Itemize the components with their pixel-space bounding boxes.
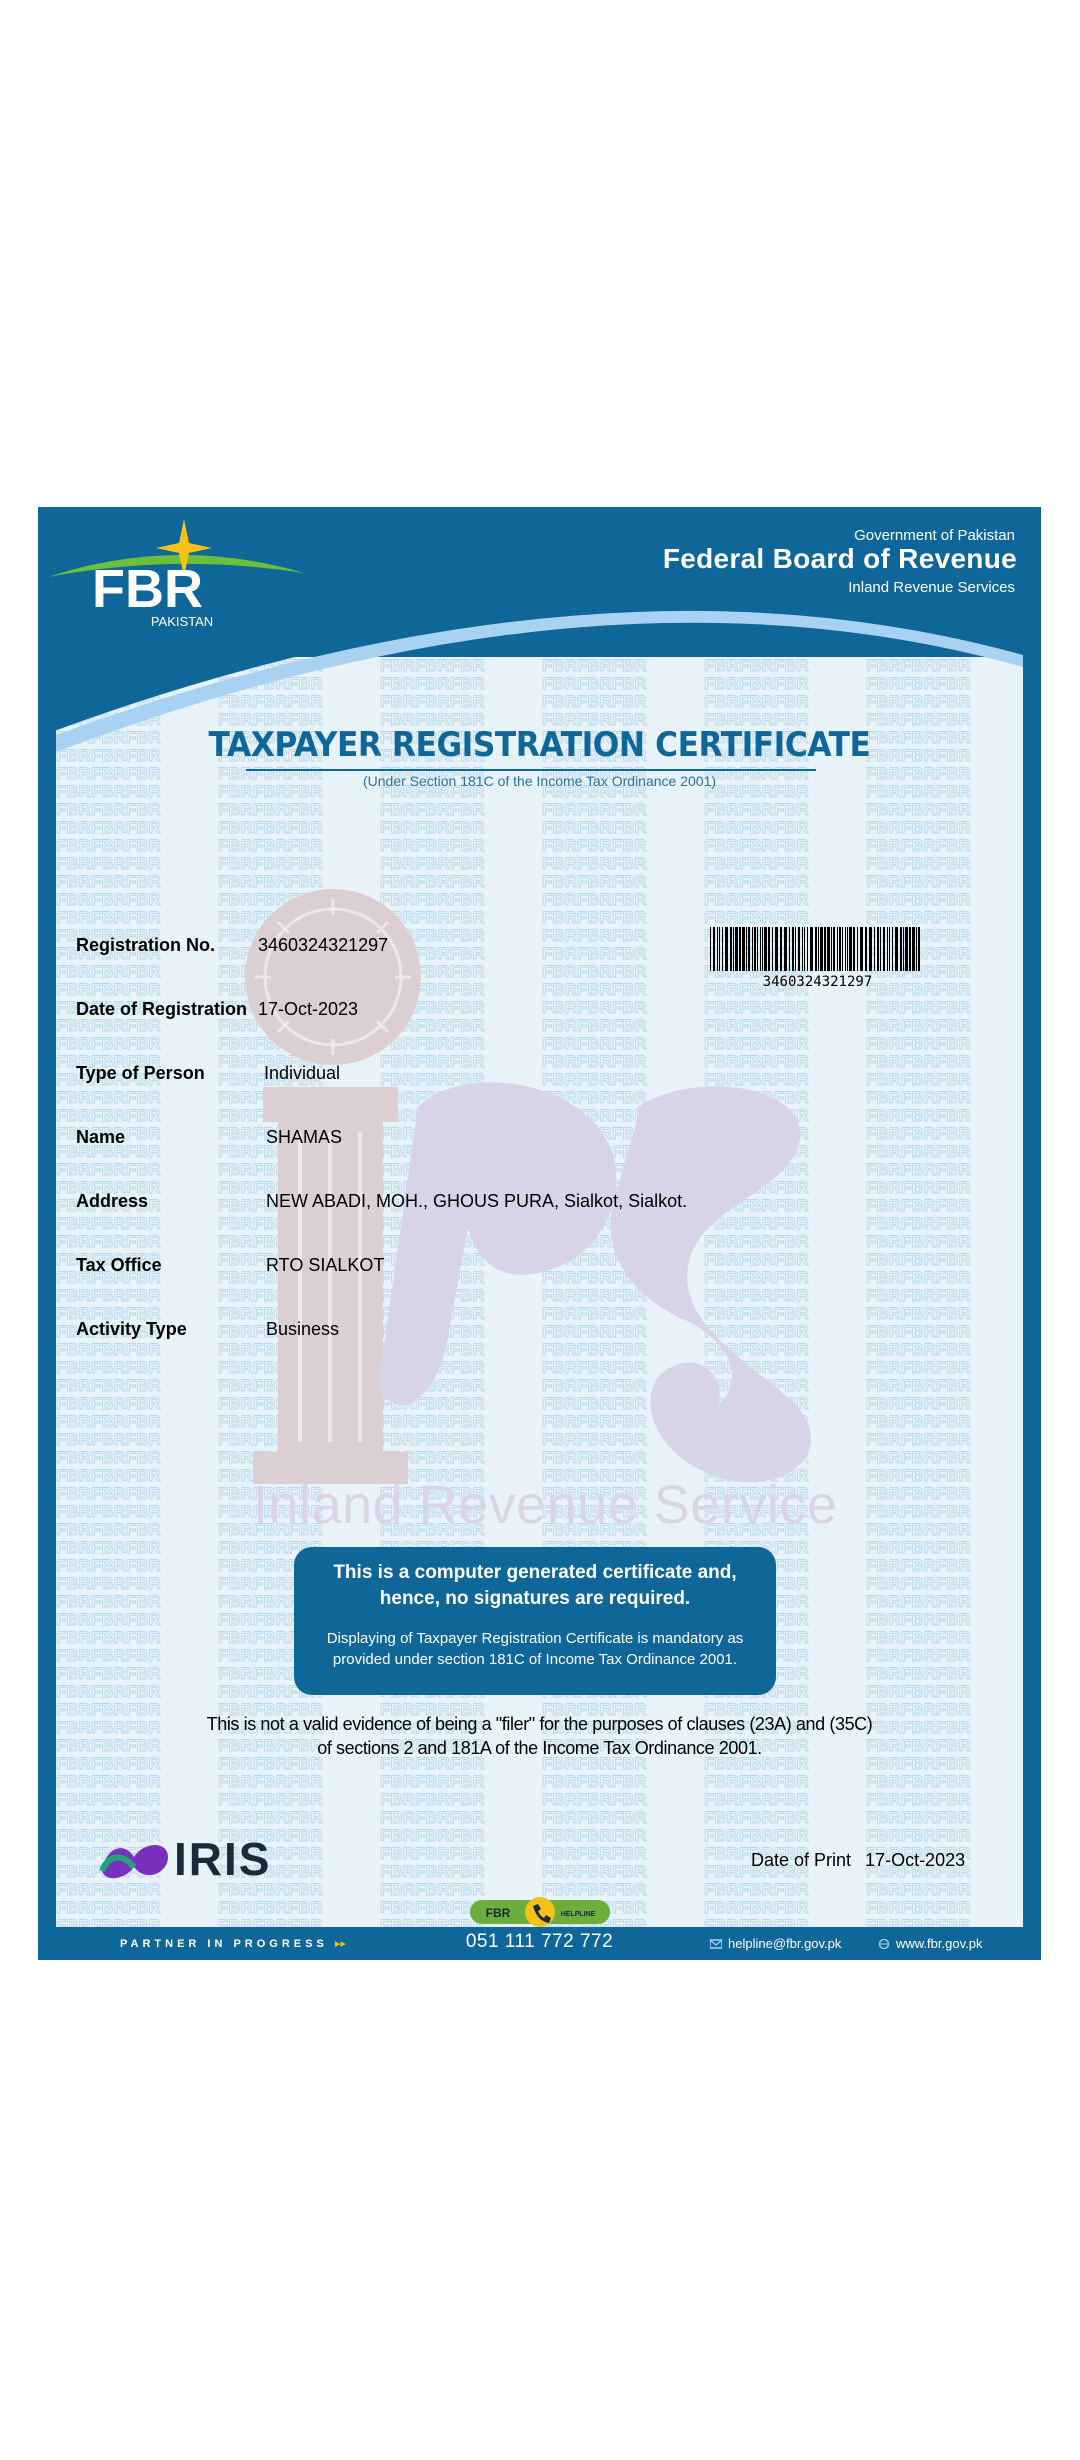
barcode-bar [752, 927, 753, 971]
disclaimer-line-1: This is not a valid evidence of being a "filer" for the purposes of clauses (23A) and (35C) [206, 1714, 873, 1734]
barcode-bar [849, 927, 852, 971]
barcode-bar [820, 927, 823, 971]
barcode-bar [746, 927, 747, 971]
barcode-bar [807, 927, 808, 971]
government-label: Government of Pakistan [854, 527, 1015, 544]
barcode-bar [831, 927, 832, 971]
rs-shape [378, 1082, 811, 1482]
title-underline [246, 769, 816, 771]
barcode-bar [889, 927, 890, 971]
registration-no-label: Registration No. [76, 935, 216, 955]
address-label: Address [76, 1191, 149, 1211]
barcode-bar [795, 927, 796, 971]
barcode-bar [792, 927, 794, 971]
barcode-bar [739, 927, 741, 971]
barcode-bar [733, 927, 734, 971]
barcode-bar [810, 927, 813, 971]
address-value: NEW ABADI, MOH., GHOUS PURA, Sialkot, Sialkot. [266, 1191, 688, 1211]
barcode-bar [780, 927, 782, 971]
mail-icon [710, 1939, 722, 1949]
barcode-bar [725, 927, 728, 971]
barcode-bar [710, 927, 711, 971]
barcode-bar [754, 927, 756, 971]
certificate-subtitle: (Under Section 181C of the Income Tax Ordinance 2001) [362, 773, 717, 789]
watermark-text: Inland Revenue Service [253, 1475, 838, 1535]
barcode-bar [874, 927, 875, 971]
barcode-bar [713, 927, 715, 971]
barcode-bar [853, 927, 855, 971]
barcode-bar [762, 927, 763, 971]
barcode-bar [857, 927, 858, 971]
name-label: Name [76, 1127, 126, 1147]
registration-no-value: 3460324321297 [258, 935, 389, 955]
svg-text:HELPLINE: HELPLINE [560, 1911, 596, 1918]
barcode-bar [839, 927, 841, 971]
barcode [710, 927, 925, 971]
barcode-bar [804, 927, 805, 971]
email-text: helpline@fbr.gov.pk [728, 1936, 842, 1951]
barcode-bar [818, 927, 819, 971]
name-value: SHAMAS [266, 1127, 343, 1147]
website-text: www.fbr.gov.pk [896, 1936, 983, 1951]
barcode-bar [845, 927, 846, 971]
barcode-bar [833, 927, 835, 971]
certificate-title: TAXPAYER REGISTRATION CERTIFICATE [208, 725, 871, 765]
activity-type-value: Business [266, 1319, 340, 1339]
helpline-phone: 051 111 772 772 [465, 1931, 614, 1952]
registration-date-value: 17-Oct-2023 [258, 999, 359, 1019]
date-of-print-label: Date of Print [751, 1850, 852, 1870]
barcode-bar [883, 927, 885, 971]
barcode-bar [719, 927, 720, 971]
barcode-bar [918, 927, 920, 971]
notice-line-4: provided under section 181C of Income Tax Ordinance 2001. [332, 1651, 738, 1668]
barcode-bar [748, 927, 750, 971]
helpline-email[interactable] [710, 1936, 841, 1951]
notice-line-1: This is a computer generated certificate and, [333, 1562, 737, 1583]
barcode-bar [916, 927, 917, 971]
svg-text:FBR: FBR [485, 1906, 511, 1920]
barcode-bar [775, 927, 778, 971]
iris-logo [98, 1827, 328, 1887]
barcode-bar [900, 927, 902, 971]
organization-name: Federal Board of Revenue [662, 543, 1017, 574]
barcode-bar [842, 927, 843, 971]
barcode-bar [837, 927, 838, 971]
notice-box [294, 1547, 776, 1695]
date-of-print [751, 1850, 979, 1871]
barcode-bar [772, 927, 773, 971]
barcode-bar [869, 927, 872, 971]
barcode-bar [760, 927, 761, 971]
barcode-bar [824, 927, 826, 971]
barcode-bar [802, 927, 803, 971]
barcode-bar [827, 927, 830, 971]
barcode-bar [887, 927, 888, 971]
person-type-label: Type of Person [76, 1063, 205, 1083]
partner-tagline: PARTNER IN PROGRESS ▸▸ [120, 1938, 346, 1950]
barcode-bar [789, 927, 790, 971]
barcode-bar [903, 927, 904, 971]
barcode-bar [905, 927, 908, 971]
activity-type-label: Activity Type [76, 1319, 187, 1339]
barcode-bar [909, 927, 911, 971]
barcode-bar [742, 927, 745, 971]
barcode-bar [717, 927, 718, 971]
barcode-bar [860, 927, 863, 971]
barcode-bar [847, 927, 848, 971]
barcode-bar [735, 927, 738, 971]
tax-office-value: RTO SIALKOT [266, 1255, 385, 1275]
barcode-bar [880, 927, 881, 971]
disclaimer-line-2: of sections 2 and 181A of the Income Tax Ordinance 2001. [317, 1738, 762, 1758]
notice-line-3: Displaying of Taxpayer Registration Certificate is mandatory as [326, 1630, 744, 1647]
certificate [38, 507, 1041, 1960]
tax-office-label: Tax Office [76, 1255, 162, 1275]
department-label: Inland Revenue Services [848, 579, 1015, 596]
globe-icon [878, 1939, 890, 1949]
barcode-bar [764, 927, 767, 971]
barcode-bar [912, 927, 915, 971]
barcode-bar [865, 927, 867, 971]
barcode-number: 3460324321297 [762, 974, 873, 990]
website-link[interactable] [878, 1936, 982, 1951]
barcode-bar [877, 927, 879, 971]
barcode-bar [757, 927, 758, 971]
svg-text:IRIS: IRIS [174, 1833, 272, 1885]
barcode-bar [768, 927, 770, 971]
barcode-bar [815, 927, 817, 971]
date-of-print-value: 17-Oct-2023 [865, 1850, 966, 1870]
helpline-badge [470, 1897, 610, 1927]
svg-text:FBR: FBR [92, 559, 203, 619]
barcode-bar [730, 927, 732, 971]
barcode-bar [784, 927, 787, 971]
person-type-value: Individual [264, 1063, 341, 1083]
barcode-bar [895, 927, 898, 971]
registration-date-label: Date of Registration [76, 999, 248, 1019]
seal-icon [245, 889, 421, 1065]
barcode-bar [722, 927, 723, 971]
barcode-bar [798, 927, 800, 971]
notice-line-2: hence, no signatures are required. [379, 1588, 691, 1609]
svg-text:PAKISTAN: PAKISTAN [150, 614, 214, 629]
barcode-bar [892, 927, 893, 971]
fbr-logo [46, 515, 306, 633]
